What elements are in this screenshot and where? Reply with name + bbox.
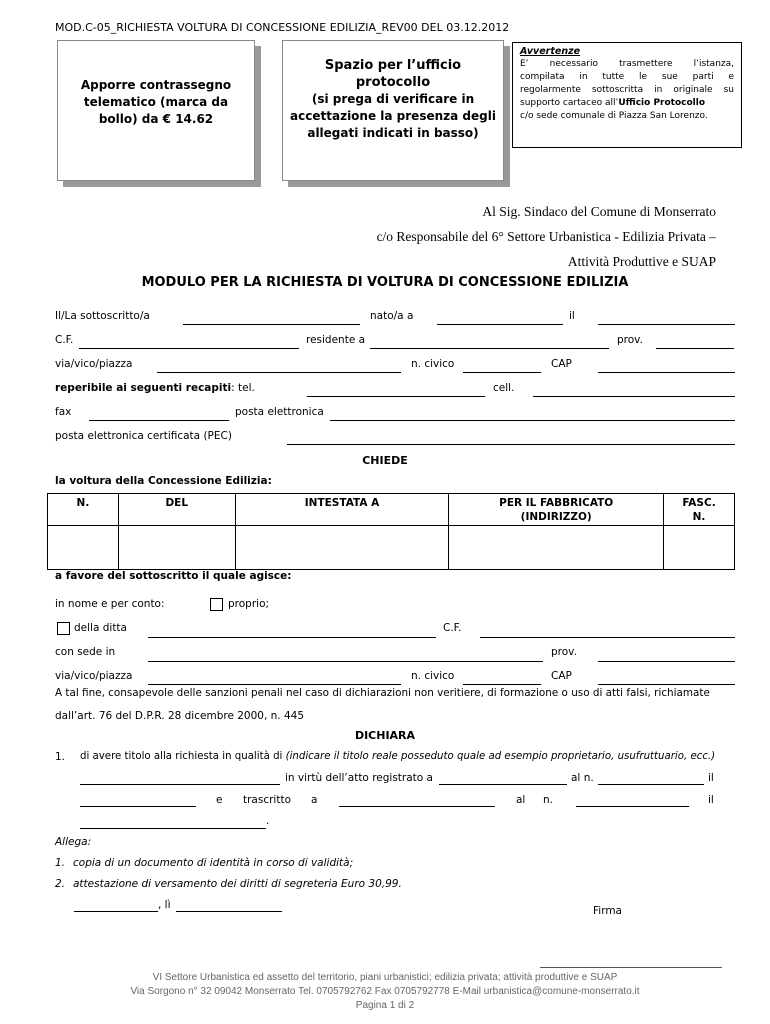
registered-date-label: il — [708, 772, 714, 784]
warning-line-4-pre: supporto cartaceo all’ — [520, 98, 619, 108]
on-behalf-label: in nome e per conto: — [55, 598, 165, 610]
company-label: della ditta — [74, 622, 127, 634]
zip-label: CAP — [551, 358, 572, 370]
seat-field[interactable] — [148, 661, 543, 662]
street-label: via/vico/piazza — [55, 358, 133, 370]
signature-label: Firma — [593, 905, 622, 917]
birth-date-label: il — [569, 310, 575, 322]
signature-field[interactable] — [540, 967, 722, 968]
phone-field[interactable] — [307, 396, 485, 397]
seat-province-label: prov. — [551, 646, 577, 658]
date-field[interactable] — [176, 911, 282, 912]
mobile-label: cell. — [493, 382, 515, 394]
resident-in-label: residente a — [306, 334, 366, 346]
company-tax-code-field[interactable] — [480, 637, 735, 638]
form-title: MODULO PER LA RICHIESTA DI VOLTURA DI CONCESSIONE EDILIZIA — [141, 275, 629, 290]
and-label: e — [216, 794, 223, 806]
seat-street-label: via/vico/piazza — [55, 670, 133, 682]
transcribed-n-label: n. — [543, 794, 553, 806]
registered-no-label: al n. — [571, 772, 594, 784]
col-file: FASC. N. — [664, 494, 735, 526]
stamp-line-2: telematico (marca da — [83, 95, 229, 109]
protocol-line-5: allegati indicati in basso) — [307, 126, 479, 140]
warning-line-5: c/o sede comunale di Piazza San Lorenzo. — [520, 111, 708, 121]
cell-date[interactable] — [118, 526, 235, 570]
declaration-item-main: di avere titolo alla richiesta in qualità di — [80, 751, 283, 762]
warning-word: E’ — [520, 59, 529, 69]
warning-box — [512, 42, 742, 148]
stamp-line-3: bollo) da € 14.62 — [98, 112, 214, 126]
company-tax-code-label: C.F. — [443, 622, 462, 634]
contacts-label — [55, 382, 255, 394]
footer-page: Pagina 1 di 2 — [355, 1000, 415, 1011]
cell-holder[interactable] — [235, 526, 449, 570]
tax-code-field[interactable] — [79, 348, 299, 349]
cell-file[interactable] — [664, 526, 735, 570]
own-label: proprio; — [228, 598, 270, 610]
transcribed-date-field[interactable] — [80, 828, 266, 829]
province-field[interactable] — [656, 348, 734, 349]
protocol-line-1: Spazio per l’ufficio — [324, 58, 462, 73]
street-no-field[interactable] — [463, 372, 541, 373]
transcribed-date-label: il — [708, 794, 714, 806]
beneficiary-heading: a favore del sottoscritto il quale agisce: — [55, 570, 292, 582]
addressee-line-1: Al Sig. Sindaco del Comune di Monserrato — [482, 204, 716, 219]
protocol-box — [282, 40, 504, 181]
col-building: PER IL FABBRICATO (INDIRIZZO) — [449, 494, 664, 526]
contacts-label-tel: : tel. — [231, 382, 255, 394]
stamp-line-1: Apporre contrassegno — [80, 78, 232, 92]
cell-number[interactable] — [48, 526, 119, 570]
seat-zip-label: CAP — [551, 670, 572, 682]
warning-line-4-bold: Ufficio Protocollo — [618, 98, 706, 108]
resident-in-field[interactable] — [370, 348, 609, 349]
mobile-field[interactable] — [533, 396, 735, 397]
company-checkbox[interactable] — [57, 622, 70, 635]
registered-no-field[interactable] — [598, 784, 704, 785]
province-label: prov. — [617, 334, 643, 346]
place-date-label: , lì — [158, 899, 171, 911]
addressee-line-2: c/o Responsabile del 6° Settore Urbanistica - Edilizia Privata – — [376, 229, 716, 244]
registered-at-field[interactable] — [439, 784, 567, 785]
attachment-1-number: 1. — [55, 857, 66, 869]
undersigned-field[interactable] — [183, 324, 360, 325]
cell-building[interactable] — [449, 526, 664, 570]
warning-line-3: regolarmente sottoscritta in originale su — [520, 85, 734, 95]
pec-field[interactable] — [287, 444, 735, 445]
email-field[interactable] — [330, 420, 735, 421]
footer-line-2: Via Sorgono n° 32 09042 Monserrato Tel. 0705792762 Fax 0705792778 E-Mail urbanistica@comune-monserrato.it — [130, 986, 640, 997]
protocol-line-3: (si prega di verificare in — [311, 92, 475, 106]
own-checkbox[interactable] — [210, 598, 223, 611]
attachment-1-text: copia di un documento di identità in corso di validità; — [73, 857, 354, 869]
warning-line-2: compilata in tutte le sue parti e — [520, 72, 734, 82]
born-in-label: nato/a a — [370, 310, 414, 322]
place-field[interactable] — [74, 911, 158, 912]
tax-code-label: C.F. — [55, 334, 74, 346]
declaration-heading: DICHIARA — [354, 729, 416, 742]
seat-street-no-label: n. civico — [411, 670, 455, 682]
col-date: DEL — [118, 494, 235, 526]
transcribed-label: trascritto — [243, 794, 292, 806]
fax-field[interactable] — [89, 420, 229, 421]
protocol-line-2: protocollo — [355, 75, 431, 90]
period: . — [266, 815, 270, 827]
footer-line-1: VI Settore Urbanistica ed assetto del territorio, piani urbanistici; edilizia privata; attività produttive e SUAP — [152, 972, 618, 983]
form-code: MOD.C-05_RICHIESTA VOLTURA DI CONCESSIONE EDILIZIA_REV00 DEL 03.12.2012 — [55, 21, 510, 34]
contacts-label-bold: reperibile ai seguenti recapiti — [55, 382, 232, 394]
awareness-line-2: dall’art. 76 del D.P.R. 28 dicembre 2000, n. 445 — [55, 710, 305, 722]
fax-label: fax — [55, 406, 72, 418]
warning-line-4 — [520, 97, 734, 110]
addressee — [377, 199, 716, 274]
seat-label: con sede in — [55, 646, 116, 658]
declaration-item-text — [80, 751, 715, 762]
warning-word: necessario — [549, 59, 598, 69]
registered-date-field[interactable] — [80, 806, 196, 807]
col-number: N. — [48, 494, 119, 526]
attachment-2-number: 2. — [55, 878, 66, 890]
col-holder: INTESTATA A — [235, 494, 449, 526]
declaration-item-hint: (indicare il titolo reale posseduto quale ad esempio proprietario, usufruttuario, ecc.) — [285, 751, 716, 762]
company-field[interactable] — [148, 637, 436, 638]
seat-street-no-field[interactable] — [463, 684, 541, 685]
protocol-line-4: accettazione la presenza degli — [290, 109, 496, 123]
seat-province-field[interactable] — [598, 661, 735, 662]
title-field[interactable] — [80, 784, 280, 785]
table-row — [48, 526, 735, 570]
email-label: posta elettronica — [235, 406, 324, 418]
attachments-heading: Allega: — [55, 836, 92, 848]
transcribed-at-field[interactable] — [339, 806, 495, 807]
request-subheading: la voltura della Concessione Edilizia: — [55, 475, 272, 487]
birth-date-field[interactable] — [598, 324, 735, 325]
warning-word: l’istanza, — [693, 59, 734, 69]
seat-zip-field[interactable] — [598, 684, 735, 685]
concession-table — [47, 493, 735, 570]
by-virtue-label: in virtù dell’atto registrato a — [285, 772, 433, 784]
addressee-line-3: Attività Produttive e SUAP — [567, 254, 716, 269]
zip-field[interactable] — [598, 372, 735, 373]
warning-word: trasmettere — [619, 59, 673, 69]
pec-label: posta elettronica certificata (PEC) — [55, 430, 232, 442]
transcribed-no-field[interactable] — [576, 806, 689, 807]
declaration-item-number: 1. — [55, 751, 66, 763]
transcribed-al-label: al — [516, 794, 526, 806]
street-field[interactable] — [157, 372, 401, 373]
awareness-line-1: A tal fine, consapevole delle sanzioni penali nel caso di dichiarazioni non veritiere, di formazione o uso di atti falsi, richiamate — [55, 687, 710, 699]
stamp-box — [57, 40, 255, 181]
seat-street-field[interactable] — [148, 684, 401, 685]
transcribed-at-label: a — [311, 794, 318, 806]
warning-title: Avvertenze — [520, 46, 581, 57]
request-heading: CHIEDE — [362, 454, 408, 467]
street-no-label: n. civico — [411, 358, 455, 370]
undersigned-label: Il/La sottoscritto/a — [55, 310, 150, 322]
attachment-2-text: attestazione di versamento dei diritti di segreteria Euro 30,99. — [73, 878, 402, 890]
born-in-field[interactable] — [437, 324, 563, 325]
